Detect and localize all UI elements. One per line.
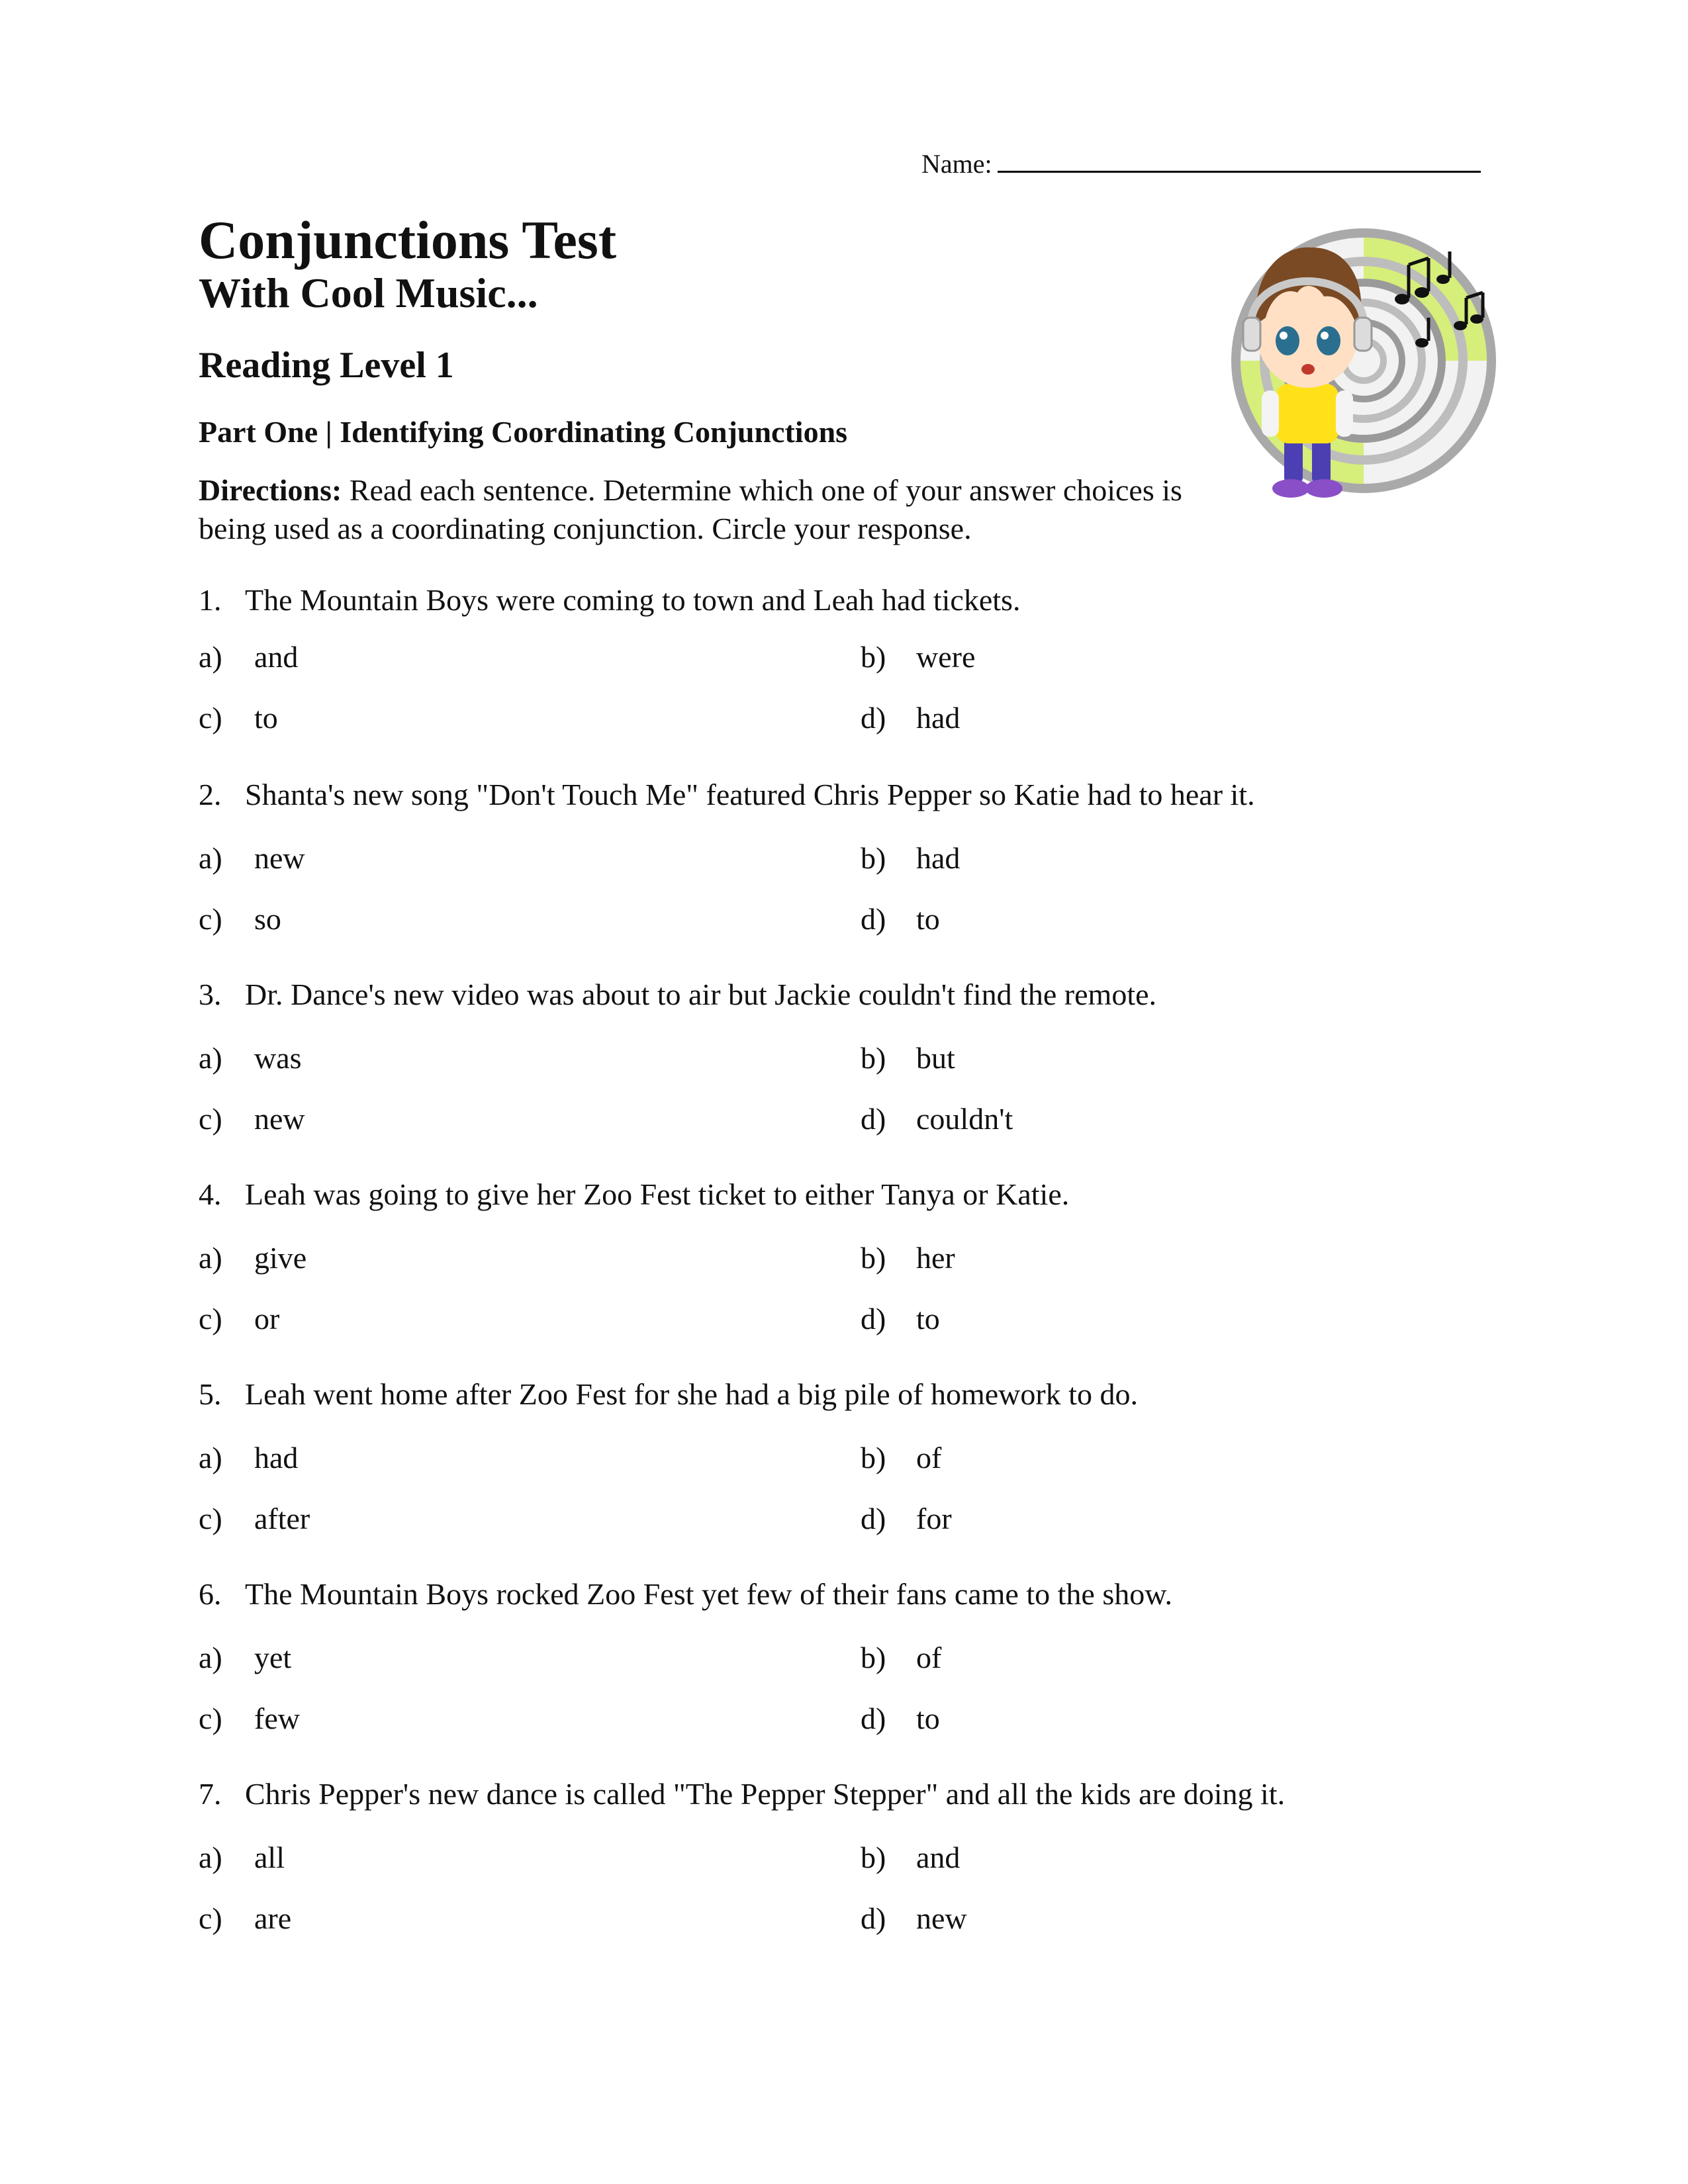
- option-d[interactable]: d) had: [861, 701, 961, 735]
- option-c[interactable]: c) after: [199, 1502, 310, 1535]
- option-d[interactable]: d) couldn't: [861, 1102, 1013, 1136]
- question-number: 3.: [199, 978, 222, 1011]
- question-text: Dr. Dance's new video was about to air but Jackie couldn't find the remote.: [245, 978, 1157, 1011]
- reading-level: Reading Level 1: [199, 345, 454, 386]
- question-stem: [199, 582, 1020, 617]
- name-field: [921, 147, 1481, 179]
- question-stem: [199, 1377, 1138, 1412]
- option-a[interactable]: a) new: [199, 841, 305, 875]
- option-c[interactable]: c) to: [199, 701, 278, 735]
- option-b[interactable]: b) but: [861, 1041, 955, 1075]
- option-d[interactable]: d) new: [861, 1901, 967, 1935]
- option-b[interactable]: b) had: [861, 841, 961, 875]
- page-subtitle: With Cool Music...: [199, 269, 538, 316]
- option-a[interactable]: a) and: [199, 640, 299, 674]
- option-a[interactable]: a) had: [199, 1441, 299, 1475]
- question-stem: [199, 777, 1255, 812]
- option-a[interactable]: a) was: [199, 1041, 302, 1075]
- question-number: 5.: [199, 1377, 222, 1411]
- directions-label: Directions:: [199, 473, 342, 507]
- question-text: Leah was going to give her Zoo Fest ticket to either Tanya or Katie.: [245, 1177, 1070, 1211]
- option-d[interactable]: d) to: [861, 1302, 940, 1336]
- music-boy-icon: [1205, 218, 1496, 510]
- question-number: 6.: [199, 1577, 222, 1611]
- option-c[interactable]: c) are: [199, 1901, 292, 1935]
- option-c[interactable]: c) few: [199, 1702, 300, 1735]
- question-text: Chris Pepper's new dance is called "The Pepper Stepper" and all the kids are doing it.: [245, 1777, 1286, 1811]
- question-number: 7.: [199, 1777, 222, 1811]
- option-d[interactable]: d) to: [861, 902, 940, 936]
- option-d[interactable]: d) to: [861, 1702, 940, 1735]
- option-b[interactable]: b) were: [861, 640, 976, 674]
- option-c[interactable]: c) new: [199, 1102, 305, 1136]
- directions-text: Read each sentence. Determine which one of your answer choices is being used as a coordinating conjunction. Circle your response.: [199, 473, 1182, 545]
- name-label: Name:: [921, 149, 992, 179]
- option-c[interactable]: c) or: [199, 1302, 280, 1336]
- question-number: 4.: [199, 1177, 222, 1211]
- question-number: 1.: [199, 583, 222, 617]
- option-a[interactable]: a) all: [199, 1841, 285, 1874]
- page-title: Conjunctions Test: [199, 210, 617, 270]
- question-text: Shanta's new song "Don't Touch Me" featured Chris Pepper so Katie had to hear it.: [245, 778, 1255, 811]
- name-blank-line[interactable]: [998, 147, 1481, 173]
- option-a[interactable]: a) give: [199, 1241, 307, 1275]
- question-stem: [199, 1576, 1172, 1612]
- option-b[interactable]: b) and: [861, 1841, 961, 1874]
- question-stem: [199, 1776, 1285, 1811]
- question-number: 2.: [199, 778, 222, 811]
- option-b[interactable]: b) of: [861, 1641, 942, 1674]
- option-a[interactable]: a) yet: [199, 1641, 292, 1674]
- question-stem: [199, 1177, 1069, 1212]
- part-heading: Part One | Identifying Coordinating Conjunctions: [199, 415, 848, 449]
- option-d[interactable]: d) for: [861, 1502, 952, 1535]
- option-c[interactable]: c) so: [199, 902, 281, 936]
- question-stem: [199, 977, 1156, 1012]
- option-b[interactable]: b) her: [861, 1241, 955, 1275]
- question-text: Leah went home after Zoo Fest for she had a big pile of homework to do.: [245, 1377, 1138, 1411]
- question-text: The Mountain Boys were coming to town and Leah had tickets.: [245, 583, 1021, 617]
- question-text: The Mountain Boys rocked Zoo Fest yet few of their fans came to the show.: [245, 1577, 1172, 1611]
- option-b[interactable]: b) of: [861, 1441, 942, 1475]
- directions: [199, 471, 1205, 548]
